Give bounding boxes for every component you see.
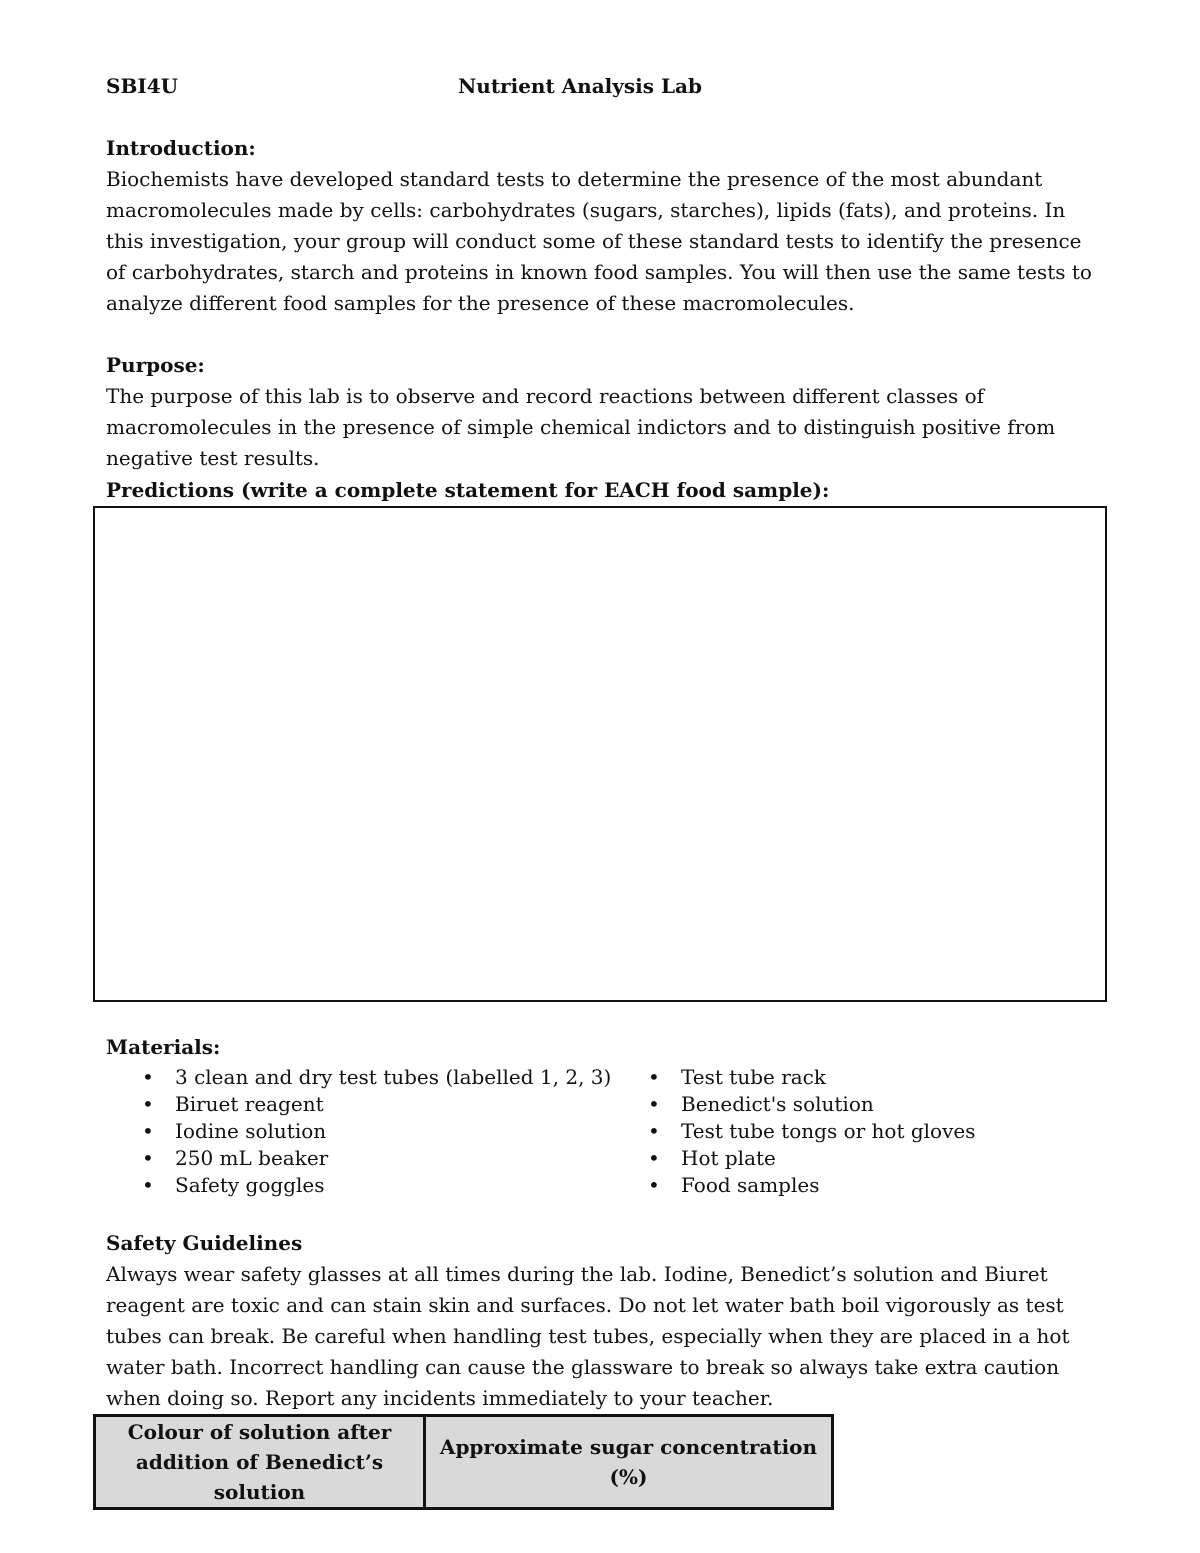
materials-heading: Materials: — [106, 1035, 221, 1059]
introduction-text: Biochemists have developed standard tests to determine the presence of the most abundant macromolecules made by cells: carbohydrates (sugars, starches), lipids (fats), and proteins. In this investigation, your group will conduct some of these standard tests to identify the presence of carbohydrates, starch and proteins in known food samples. You will then use the same tests to analyze different food samples for the presence of these macromolecules. — [106, 167, 1092, 315]
list-item: • Food samples — [648, 1173, 820, 1197]
table-header-row — [95, 1416, 833, 1509]
introduction-heading: Introduction: — [106, 136, 256, 160]
bullet-icon: • — [142, 1146, 154, 1170]
list-item: • Test tube tongs or hot gloves — [648, 1119, 976, 1143]
concentration-column-header: Approximate sugar concentration (%) — [425, 1416, 833, 1509]
bullet-icon: • — [648, 1092, 660, 1116]
bullet-icon: • — [648, 1146, 660, 1170]
predictions-heading: Predictions (write a complete statement for EACH food sample): — [106, 478, 830, 502]
list-item: • 3 clean and dry test tubes (labelled 1, 2, 3) — [142, 1065, 612, 1089]
list-item: • Hot plate — [648, 1146, 776, 1170]
safety-text: Always wear safety glasses at all times during the lab. Iodine, Benedict’s solution and Biuret reagent are toxic and can stain skin and surfaces. Do not let water bath boil vigorously as test tubes can break. Be careful when handling test tubes, especially when they are placed in a hot water bath. Incorrect handling can cause the glassware to break so always take extra caution when doing so. Report any incidents immediately to your teacher. — [106, 1262, 1070, 1410]
purpose-text: The purpose of this lab is to observe and record reactions between different classes of macromolecules in the presence of simple chemical indictors and to distinguish positive from negative test results. — [106, 384, 1056, 470]
bullet-icon: • — [142, 1065, 154, 1089]
colour-column-header: Colour of solution after addition of Benedict’s solution — [95, 1416, 425, 1509]
bullet-icon: • — [648, 1173, 660, 1197]
bullet-icon: • — [142, 1092, 154, 1116]
document-header — [106, 74, 1106, 102]
bullet-icon: • — [142, 1173, 154, 1197]
bullet-icon: • — [648, 1065, 660, 1089]
list-item: • Iodine solution — [142, 1119, 327, 1143]
materials-list-right — [648, 1064, 976, 1199]
list-item: • Biruet reagent — [142, 1092, 324, 1116]
list-item: • 250 mL beaker — [142, 1146, 329, 1170]
purpose-heading: Purpose: — [106, 353, 205, 377]
list-item: • Benedict's solution — [648, 1092, 874, 1116]
bullet-icon: • — [648, 1119, 660, 1143]
safety-heading: Safety Guidelines — [106, 1231, 303, 1255]
course-code: SBI4U — [106, 74, 179, 98]
sugar-concentration-table — [93, 1414, 834, 1510]
page-title: Nutrient Analysis Lab — [458, 74, 702, 98]
bullet-icon: • — [142, 1119, 154, 1143]
list-item: • Safety goggles — [142, 1173, 325, 1197]
materials-list-left — [142, 1064, 611, 1199]
list-item: • Test tube rack — [648, 1065, 826, 1089]
predictions-answer-box[interactable] — [93, 506, 1107, 1002]
